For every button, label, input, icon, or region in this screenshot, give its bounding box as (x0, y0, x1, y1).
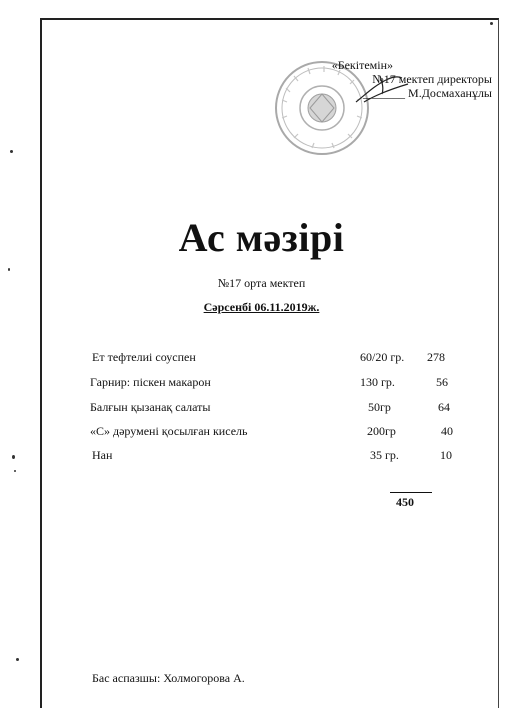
dish-name: Нан (92, 448, 113, 462)
dish-name: Гарнир: піскен макарон (90, 375, 211, 389)
dish-calories: 278 (427, 350, 445, 364)
dish-name: «С» дәрумені қосылған кисель (90, 424, 248, 438)
dish-portion: 35 гр. (370, 448, 399, 462)
menu-row (0, 424, 523, 440)
dish-portion: 50гр (368, 400, 391, 414)
dish-calories: 64 (438, 400, 450, 414)
scan-speck (14, 470, 16, 472)
total-calories: 450 (396, 495, 414, 509)
head-cook: Бас аспазшы: Холмогорова А. (92, 671, 245, 685)
menu-row (0, 375, 523, 391)
school-name: №17 орта мектеп (217, 276, 306, 290)
director-title: №17 мектеп директоры (372, 72, 492, 86)
dish-portion: 200гр (367, 424, 396, 438)
director-signature (352, 72, 412, 106)
director-name: _______ М.Досмаханұлы (363, 86, 492, 100)
menu-row (0, 400, 523, 416)
dish-calories: 10 (440, 448, 452, 462)
dish-portion: 130 гр. (360, 375, 395, 389)
dish-name: Балғын қызанақ салаты (90, 400, 211, 414)
total-rule (390, 492, 432, 493)
scan-speck (10, 150, 13, 153)
dish-name: Ет тефтелиі соуспен (92, 350, 196, 364)
scan-speck (8, 268, 10, 271)
menu-date: Сәрсенбі 06.11.2019ж. (203, 300, 320, 314)
dish-calories: 56 (436, 375, 448, 389)
dish-calories: 40 (441, 424, 453, 438)
page-title: Ас мәзірі (178, 215, 345, 260)
menu-row (0, 350, 523, 366)
menu-row (0, 448, 523, 464)
dish-portion: 60/20 гр. (360, 350, 405, 364)
approval-label: «Бекітемін» (331, 58, 393, 72)
scan-speck (16, 658, 19, 661)
scan-speck (490, 22, 493, 25)
